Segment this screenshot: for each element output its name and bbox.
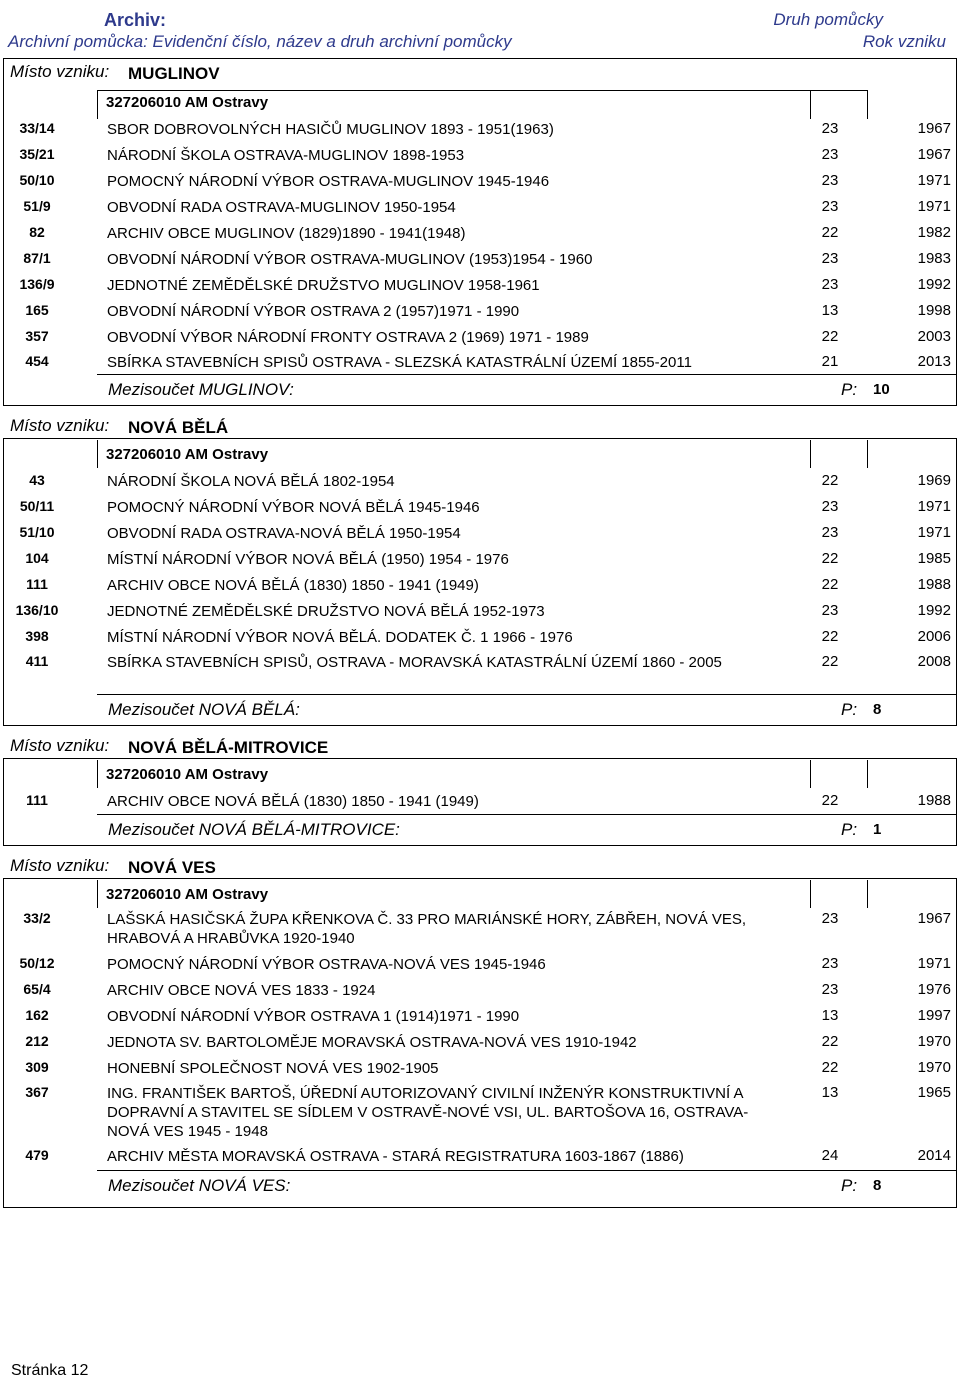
record-druh: 22 — [821, 328, 839, 345]
place-label: Místo vzniku: — [10, 856, 110, 875]
record-druh: 22 — [821, 1033, 839, 1050]
record-number: 33/2 — [23, 910, 51, 926]
record-title: HONEBNÍ SPOLEČNOST NOVÁ VES 1902-1905 — [107, 1060, 439, 1077]
subtotal-p-label: P: — [841, 1176, 858, 1195]
record-year: 1965 — [917, 1084, 951, 1101]
record-druh: 23 — [821, 955, 839, 972]
section-header — [10, 416, 229, 442]
record-year: 1997 — [917, 1007, 951, 1024]
place-label: Místo vzniku: — [10, 62, 110, 81]
place-name: NOVÁ BĚLÁ — [128, 418, 229, 437]
record-year: 1967 — [917, 120, 951, 137]
record-year: 1971 — [917, 955, 951, 972]
record-title: MÍSTNÍ NÁRODNÍ VÝBOR NOVÁ BĚLÁ (1950) 1954 - 1976 — [107, 551, 509, 568]
record-druh: 13 — [821, 302, 839, 319]
subtotal-count: 8 — [873, 701, 882, 718]
record-druh: 23 — [821, 602, 839, 619]
record-year: 1967 — [917, 146, 951, 163]
druh-box — [809, 760, 868, 788]
record-druh: 22 — [821, 1059, 839, 1076]
subtotal-row — [97, 694, 957, 723]
section-header — [10, 62, 220, 88]
record-title: OBVODNÍ NÁRODNÍ VÝBOR OSTRAVA-MUGLINOV (1953)1954 - 1960 — [107, 251, 593, 268]
record-druh: 23 — [821, 120, 839, 137]
record-title: NÁRODNÍ ŠKOLA OSTRAVA-MUGLINOV 1898-1953 — [107, 147, 465, 164]
druh-box — [809, 90, 868, 119]
header-archiv-label: Archiv: — [104, 10, 167, 30]
section-nova-ves — [3, 850, 957, 1210]
header-druh-column: Druh pomůcky — [773, 10, 883, 29]
druh-box — [809, 440, 868, 468]
place-label: Místo vzniku: — [10, 736, 110, 755]
header-rok-column: Rok vzniku — [862, 32, 946, 51]
record-number: 82 — [29, 224, 45, 240]
subtotal-count: 10 — [873, 381, 890, 398]
record-number: 50/12 — [19, 955, 55, 971]
section-muglinov — [3, 58, 957, 408]
record-number: 111 — [26, 576, 48, 592]
record-druh: 22 — [821, 576, 839, 593]
record-year: 1988 — [917, 792, 951, 809]
subtotal-count: 1 — [873, 821, 882, 838]
record-title: SBÍRKA STAVEBNÍCH SPISŮ, OSTRAVA - MORAVSKÁ KATASTRÁLNÍ ÚZEMÍ 1860 - 2005 — [107, 654, 722, 671]
section-header — [10, 736, 329, 762]
record-title: OBVODNÍ RADA OSTRAVA-MUGLINOV 1950-1954 — [107, 199, 456, 216]
record-year: 1971 — [917, 198, 951, 215]
record-title: ARCHIV OBCE MUGLINOV (1829)1890 - 1941(1948) — [107, 225, 466, 242]
record-title: JEDNOTNÉ ZEMĚDĚLSKÉ DRUŽSTVO MUGLINOV 1958-1961 — [107, 277, 540, 294]
subtotal-count: 8 — [873, 1177, 882, 1194]
subtotal-row — [97, 814, 957, 843]
record-year: 1971 — [917, 172, 951, 189]
record-number: 111 — [26, 792, 48, 808]
place-label: Místo vzniku: — [10, 416, 110, 435]
record-druh: 22 — [821, 653, 839, 670]
record-title: POMOCNÝ NÁRODNÍ VÝBOR OSTRAVA-NOVÁ VES 1945-1946 — [107, 956, 546, 973]
record-title: NÁRODNÍ ŠKOLA NOVÁ BĚLÁ 1802-1954 — [107, 473, 395, 490]
record-title: POMOCNÝ NÁRODNÍ VÝBOR NOVÁ BĚLÁ 1945-1946 — [107, 499, 480, 516]
subtotal-p-label: P: — [841, 820, 858, 839]
place-name: NOVÁ VES — [128, 858, 216, 877]
record-title: ARCHIV OBCE NOVÁ BĚLÁ (1830) 1850 - 1941 (1949) — [107, 793, 479, 810]
druh-box — [809, 880, 868, 908]
record-year: 1982 — [917, 224, 951, 241]
record-title: LAŠSKÁ HASIČSKÁ ŽUPA KŘENKOVA Č. 33 PRO MARIÁNSKÉ HORY, ZÁBŘEH, NOVÁ VES, HRABOVÁ A HRABŮVKA 1920-1940 — [107, 911, 747, 947]
section-header — [10, 856, 216, 882]
place-name: NOVÁ BĚLÁ-MITROVICE — [128, 738, 329, 757]
header-subtitle: Archivní pomůcka: Evidenční číslo, název a druh archivní pomůcky — [8, 32, 512, 51]
record-number: 35/21 — [19, 146, 55, 162]
record-druh: 13 — [821, 1007, 839, 1024]
record-year: 1992 — [917, 602, 951, 619]
record-druh: 23 — [821, 981, 839, 998]
record-number: 33/14 — [19, 120, 55, 136]
record-number: 51/9 — [23, 198, 51, 214]
record-year: 2006 — [917, 628, 951, 645]
record-number: 357 — [25, 328, 49, 344]
page-number: Stránka 12 — [11, 1362, 89, 1379]
record-year: 2014 — [917, 1147, 951, 1164]
record-number: 454 — [25, 353, 49, 369]
record-year: 2003 — [917, 328, 951, 345]
record-druh: 23 — [821, 910, 839, 927]
record-druh: 21 — [821, 353, 839, 370]
record-number: 136/9 — [19, 276, 55, 292]
record-druh: 22 — [821, 472, 839, 489]
place-name: MUGLINOV — [128, 64, 220, 83]
record-title: ING. FRANTIŠEK BARTOŠ, ÚŘEDNÍ AUTORIZOVANÝ CIVILNÍ INŽENÝR KONSTRUKTIVNÍ A DOPRAVNÍ A STAVITEL SE SÍDLEM V OSTRAVĚ-NOVÉ VSI, UL. BARTOŠOVA 16, OSTRAVA-NOVÁ VES 1945 - 1948 — [107, 1085, 749, 1140]
record-number: 309 — [25, 1059, 49, 1075]
section-nova-bela-mitrovice — [3, 730, 957, 848]
record-druh: 22 — [821, 792, 839, 809]
record-title: SBÍRKA STAVEBNÍCH SPISŮ OSTRAVA - SLEZSKÁ KATASTRÁLNÍ ÚZEMÍ 1855-2011 — [107, 354, 692, 371]
record-number: 162 — [25, 1007, 49, 1023]
record-number: 43 — [29, 472, 45, 488]
record-number: 136/10 — [15, 602, 59, 618]
record-number: 50/10 — [19, 172, 55, 188]
subtotal-label: Mezisoučet NOVÁ BĚLÁ: — [108, 700, 300, 719]
record-druh: 22 — [821, 628, 839, 645]
record-year: 1970 — [917, 1033, 951, 1050]
record-druh: 23 — [821, 276, 839, 293]
record-druh: 23 — [821, 498, 839, 515]
record-year: 1998 — [917, 302, 951, 319]
record-number: 87/1 — [23, 250, 51, 266]
record-number: 479 — [25, 1147, 49, 1163]
record-title: OBVODNÍ NÁRODNÍ VÝBOR OSTRAVA 2 (1957)1971 - 1990 — [107, 303, 520, 320]
record-number: 411 — [25, 653, 49, 669]
record-year: 1988 — [917, 576, 951, 593]
record-year: 1970 — [917, 1059, 951, 1076]
record-number: 165 — [25, 302, 49, 318]
record-title: SBOR DOBROVOLNÝCH HASIČŮ MUGLINOV 1893 - 1951(1963) — [107, 121, 554, 138]
record-year: 1992 — [917, 276, 951, 293]
record-title: POMOCNÝ NÁRODNÍ VÝBOR OSTRAVA-MUGLINOV 1945-1946 — [107, 173, 550, 190]
record-number: 104 — [25, 550, 49, 566]
record-druh: 23 — [821, 524, 839, 541]
subtotal-label: Mezisoučet NOVÁ BĚLÁ-MITROVICE: — [108, 820, 400, 839]
subtotal-row — [97, 374, 957, 403]
record-year: 1971 — [917, 524, 951, 541]
subtotal-label: Mezisoučet NOVÁ VES: — [108, 1176, 291, 1195]
record-title: OBVODNÍ NÁRODNÍ VÝBOR OSTRAVA 1 (1914)1971 - 1990 — [107, 1008, 520, 1025]
record-druh: 24 — [821, 1147, 839, 1164]
page-header — [0, 0, 960, 58]
am-label: 327206010 AM Ostravy — [106, 766, 269, 783]
section-nova-bela — [3, 410, 957, 728]
record-title: ARCHIV OBCE NOVÁ BĚLÁ (1830) 1850 - 1941 (1949) — [107, 577, 479, 594]
record-title: JEDNOTA SV. BARTOLOMĚJE MORAVSKÁ OSTRAVA-NOVÁ VES 1910-1942 — [107, 1034, 637, 1051]
record-druh: 23 — [821, 172, 839, 189]
record-druh: 22 — [821, 224, 839, 241]
record-druh: 23 — [821, 250, 839, 267]
record-druh: 23 — [821, 198, 839, 215]
record-druh: 23 — [821, 146, 839, 163]
am-label: 327206010 AM Ostravy — [106, 446, 269, 463]
record-number: 367 — [25, 1084, 49, 1100]
record-title: JEDNOTNÉ ZEMĚDĚLSKÉ DRUŽSTVO NOVÁ BĚLÁ 1952-1973 — [107, 603, 545, 620]
subtotal-label: Mezisoučet MUGLINOV: — [108, 380, 294, 399]
record-title: ARCHIV MĚSTA MORAVSKÁ OSTRAVA - STARÁ REGISTRATURA 1603-1867 (1886) — [107, 1148, 684, 1165]
am-label: 327206010 AM Ostravy — [106, 94, 269, 111]
record-number: 51/10 — [19, 524, 55, 540]
record-druh: 22 — [821, 550, 839, 567]
record-year: 1985 — [917, 550, 951, 567]
subtotal-p-label: P: — [841, 380, 858, 399]
record-title: ARCHIV OBCE NOVÁ VES 1833 - 1924 — [107, 982, 376, 999]
record-number: 212 — [25, 1033, 49, 1049]
record-year: 1969 — [917, 472, 951, 489]
record-year: 1971 — [917, 498, 951, 515]
record-druh: 13 — [821, 1084, 839, 1101]
subtotal-row — [97, 1170, 957, 1199]
record-year: 1967 — [917, 910, 951, 927]
am-label: 327206010 AM Ostravy — [106, 886, 269, 903]
record-number: 398 — [25, 628, 49, 644]
record-number: 50/11 — [19, 498, 55, 514]
record-year: 1983 — [917, 250, 951, 267]
subtotal-p-label: P: — [841, 700, 858, 719]
record-title: OBVODNÍ VÝBOR NÁRODNÍ FRONTY OSTRAVA 2 (1969) 1971 - 1989 — [107, 329, 589, 346]
record-title: OBVODNÍ RADA OSTRAVA-NOVÁ BĚLÁ 1950-1954 — [107, 525, 461, 542]
record-year: 2008 — [917, 653, 951, 670]
record-year: 1976 — [917, 981, 951, 998]
record-year: 2013 — [917, 353, 951, 370]
record-title: MÍSTNÍ NÁRODNÍ VÝBOR NOVÁ BĚLÁ. DODATEK Č. 1 1966 - 1976 — [107, 629, 573, 646]
record-number: 65/4 — [23, 981, 51, 997]
